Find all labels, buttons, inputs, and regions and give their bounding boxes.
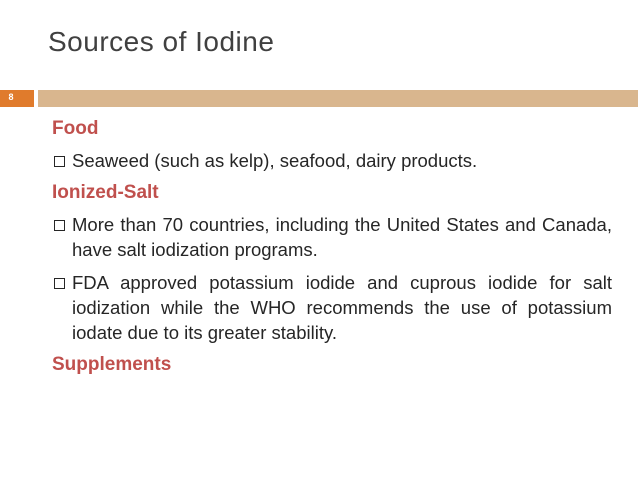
slide-content <box>52 118 612 376</box>
bullet-item <box>52 148 612 173</box>
checkbox-bullet-icon <box>54 278 65 289</box>
slide-number: 8 <box>8 92 14 102</box>
section-heading-supplements: Supplements <box>52 354 172 375</box>
header-divider-band <box>38 90 638 107</box>
checkbox-bullet-icon <box>54 220 65 231</box>
checkbox-bullet-icon <box>54 156 65 167</box>
bullet-text: Seaweed (such as kelp), seafood, dairy products. <box>72 150 478 171</box>
bullet-item <box>52 270 612 345</box>
section-heading-food: Food <box>52 118 99 139</box>
section-heading-ionized-salt: Ionized-Salt <box>52 182 159 203</box>
bullet-text: FDA approved potassium iodide and cuprous iodide for salt iodization while the WHO recommends the use of potassium iodate due to its greater stability. <box>72 272 612 343</box>
slide-number-band <box>0 90 34 107</box>
bullet-text: More than 70 countries, including the United States and Canada, have salt iodization programs. <box>72 214 612 260</box>
slide-title: Sources of Iodine <box>48 26 275 57</box>
bullet-item <box>52 212 612 262</box>
